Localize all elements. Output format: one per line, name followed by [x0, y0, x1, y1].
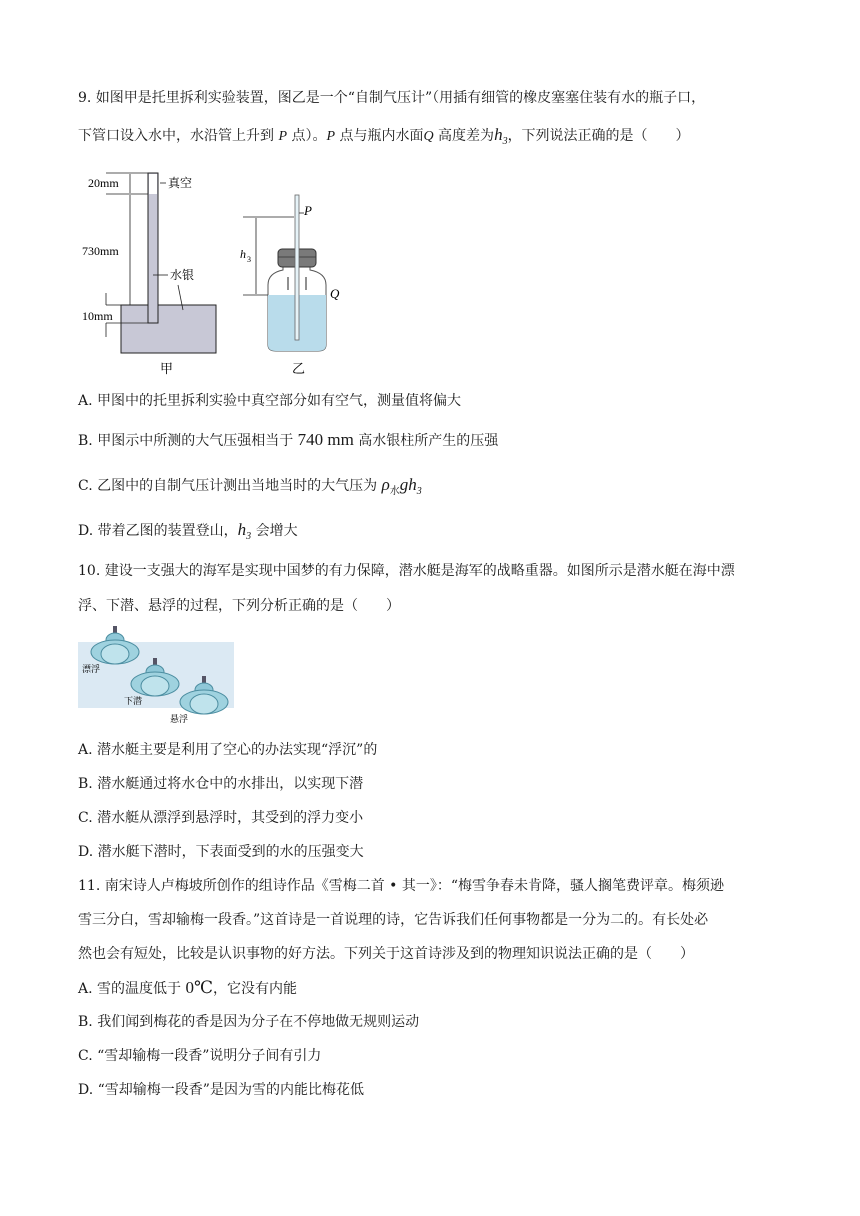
q11-stem-line2: 雪三分白，雪却输梅一段香。”这首诗是一首说理的诗，它告诉我们任何事物都是一分为二的。有长处必 — [78, 912, 709, 928]
q11-stem-line1: 11. 南宋诗人卢梅坡所创作的组诗作品《雪梅二首 • 其一》：“梅雪争春未肯降，骚人搁笔费评章。梅须逊 — [78, 878, 725, 894]
label-730mm: 730mm — [82, 244, 119, 258]
label-h: h — [240, 247, 246, 261]
q9-option-d: D. 带着乙图的装置登山，$h_3$ 会增大 — [78, 520, 298, 542]
q9-option-c: C. 乙图中的自制气压计测出当地当时的大气压为 $\rho_水gh_3$ — [78, 475, 422, 497]
homemade-barometer — [240, 195, 340, 377]
q9-stem-line1: 9. 如图甲是托里拆利实验装置，图乙是一个“自制气压计”（用插有细管的橡皮塞塞住装有水的瓶子口， — [78, 90, 706, 106]
torricelli-apparatus — [82, 173, 216, 377]
q10-option-c: C. 潜水艇从漂浮到悬浮时，其受到的浮力变小 — [78, 810, 364, 826]
q9-stem-line2: 下管口设入水中，水沿管上升到 P 点）。P 点与瓶内水面Q 高度差为$h_3$，下列说法正确的是（ ） — [78, 125, 690, 147]
label-float: 漂浮 — [82, 665, 101, 675]
q11-stem-line3: 然也会有短处，比较是认识事物的好方法。下列关于这首诗涉及到的物理知识说法正确的是（ ） — [78, 946, 694, 962]
q11-option-b: B. 我们闻到梅花的香是因为分子在不停地做无规则运动 — [78, 1014, 420, 1030]
q11-option-c: C. “雪却输梅一段香”说明分子间有引力 — [78, 1048, 322, 1064]
q10-option-a: A. 潜水艇主要是利用了空心的办法实现“浮沉”的 — [78, 742, 378, 758]
label-h-sub: 3 — [247, 255, 251, 264]
q9-figure — [78, 165, 378, 380]
label-dive: 下潜 — [124, 697, 143, 707]
q9-option-a: A. 甲图中的托里拆利实验中真空部分如有空气，测量值将偏大 — [78, 393, 462, 409]
q10-option-d: D. 潜水艇下潜时，下表面受到的水的压强变大 — [78, 844, 364, 860]
q10-figure — [78, 620, 238, 730]
label-vacuum: 真空 — [168, 176, 193, 190]
label-mercury: 水银 — [170, 268, 195, 282]
label-P: P — [304, 203, 312, 218]
label-jia: 甲 — [160, 362, 174, 377]
label-yi: 乙 — [292, 362, 306, 377]
label-10mm: 10mm — [82, 309, 113, 323]
q9-option-b: B. 甲图示中所测的大气压强相当于 740 mm 高水银柱所产生的压强 — [78, 430, 499, 449]
q11-option-d: D. “雪却输梅一段香”是因为雪的内能比梅花低 — [78, 1082, 364, 1098]
q10-stem-line2: 浮、下潜、悬浮的过程，下列分析正确的是（ ） — [78, 598, 400, 614]
q10-stem-line1: 10. 建设一支强大的海军是实现中国梦的有力保障，潜水艇是海军的战略重器。如图所示是潜水艇在海中漂 — [78, 563, 735, 579]
label-20mm: 20mm — [88, 176, 119, 190]
label-suspend: 悬浮 — [170, 715, 189, 725]
q11-option-a: A. 雪的温度低于 0℃，它没有内能 — [78, 978, 297, 997]
submarine-float — [91, 626, 139, 664]
label-Q: Q — [330, 286, 340, 301]
q10-option-b: B. 潜水艇通过将水仓中的水排出，以实现下潜 — [78, 776, 364, 792]
